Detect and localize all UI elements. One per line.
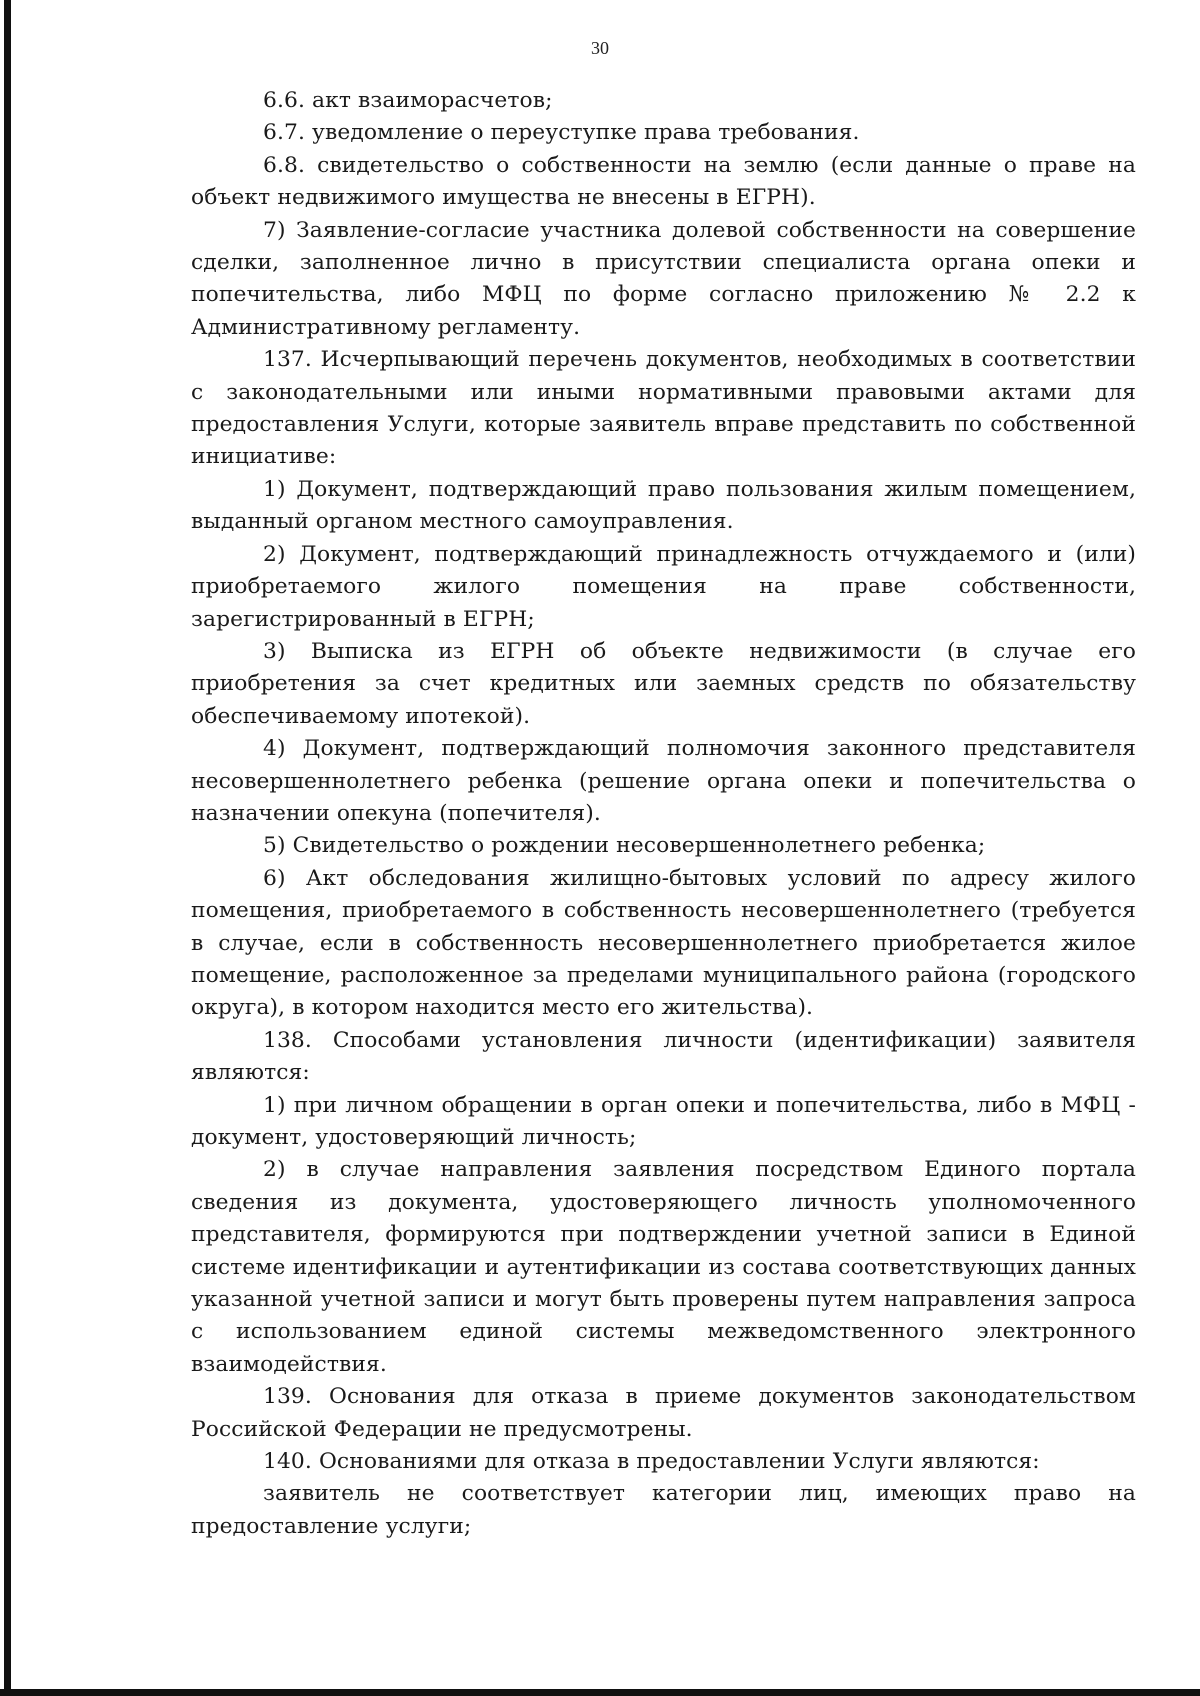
paragraph-6-7: 6.7. уведомление о переуступке права требования. (263, 120, 860, 146)
scan-bottom-border (0, 1689, 1200, 1696)
paragraph-138: 138. Способами установления личности (идентификации) заявителя являются: (191, 1027, 1136, 1086)
document-body (191, 85, 1136, 1543)
paragraph-140-item: заявитель не соответствует категории лиц, имеющих право на предоставление услуги; (191, 1481, 1136, 1539)
page-number: 30 (591, 38, 609, 58)
scan-left-border (4, 0, 11, 1696)
paragraph-139: 139. Основания для отказа в приеме документов законодательством Российской Федерации не предусмотрены. (191, 1384, 1136, 1442)
paragraph-137: 137. Исчерпывающий перечень документов, необходимых в соответствии с законодательными или иными нормативными правовыми актами для предоставления Услуги, которые заявитель вправе представить по собственной инициативе: (191, 347, 1136, 470)
paragraph-138-item-2: 2) в случае направления заявления посредством Единого портала сведения из документа, удостоверяющего личность уполномоченного представителя, формируются при подтверждении учетной записи в Единой системе идентификации и аутентификации из состава соответствующих данных указанной учетной записи и могут быть проверены путем направления запроса с использованием единой системы межведомственного электронного взаимодействия. (191, 1157, 1136, 1377)
paragraph-137-item-2: 2) Документ, подтверждающий принадлежность отчуждаемого и (или) приобретаемого жилого помещения на праве собственности, зарегистрированный в ЕГРН; (191, 541, 1136, 632)
paragraph-140: 140. Основаниями для отказа в предоставлении Услуги являются: (263, 1449, 1040, 1475)
paragraph-138-item-1: 1) при личном обращении в орган опеки и попечительства, либо в МФЦ - документ, удостоверяющий личность; (191, 1092, 1136, 1150)
paragraph-6-8: 6.8. свидетельство о собственности на землю (если данные о праве на объект недвижимого имущества не внесены в ЕГРН). (191, 152, 1136, 211)
paragraph-137-item-6: 6) Акт обследования жилищно-бытовых условий по адресу жилого помещения, приобретаемого в собственность несовершеннолетнего (требуется в случае, если в собственность несовершеннолетнего приобретается жилое помещение, расположенное за пределами муниципального района (городского округа), в котором находится место его жительства). (191, 865, 1136, 1021)
paragraph-6-6: 6.6. акт взаиморасчетов; (263, 88, 553, 113)
paragraph-137-item-1: 1) Документ, подтверждающий право пользования жилым помещением, выданный органом местного самоуправления. (191, 476, 1136, 535)
paragraph-137-item-4: 4) Документ, подтверждающий полномочия законного представителя несовершеннолетнего ребенка (решение органа опеки и попечительства о назначении опекуна (попечителя). (191, 736, 1136, 826)
paragraph-item-7: 7) Заявление-согласие участника долевой собственности на совершение сделки, заполненное лично в присутствии специалиста органа опеки и попечительства, либо МФЦ по форме согласно приложению № 2.2 к Административному регламенту. (191, 217, 1136, 340)
paragraph-137-item-5: 5) Свидетельство о рождении несовершеннолетнего ребенка; (263, 833, 986, 859)
paragraph-137-item-3: 3) Выписка из ЕГРН об объекте недвижимости (в случае его приобретения за счет кредитных или заемных средств по обязательству обеспечиваемому ипотекой). (191, 638, 1136, 729)
